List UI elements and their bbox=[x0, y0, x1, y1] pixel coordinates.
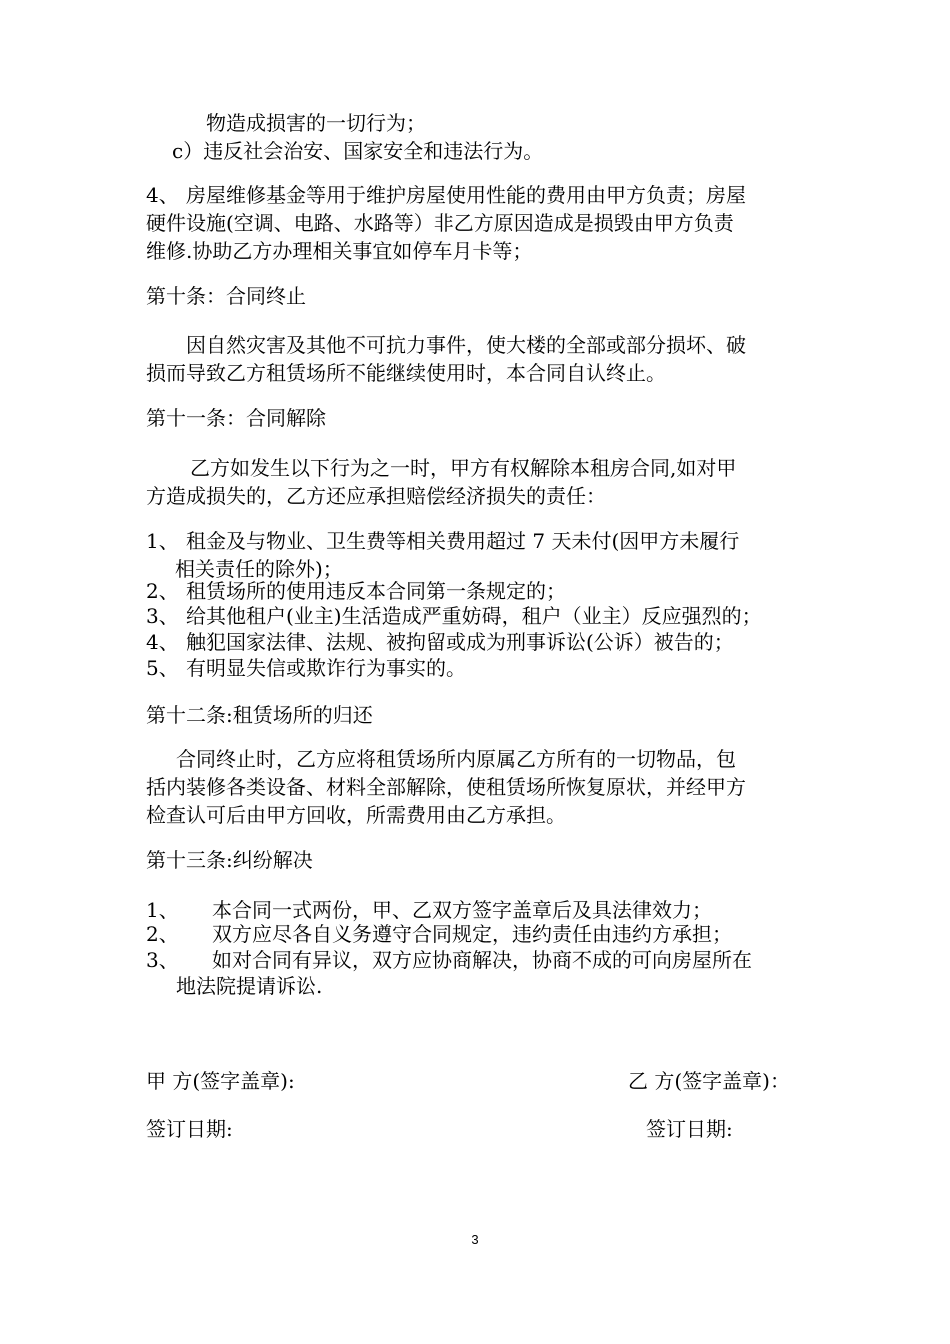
clause12-para-line3: 检查认可后由甲方回收，所需费用由乙方承担。 bbox=[146, 803, 566, 827]
page-number: 3 bbox=[471, 1232, 479, 1247]
clause11-title: 第十一条：合同解除 bbox=[146, 406, 326, 430]
party-b-signature-label: 乙 方(签字盖章)： bbox=[628, 1069, 790, 1093]
item-number: 3、 bbox=[146, 604, 179, 628]
clause12-title: 第十二条:租赁场所的归还 bbox=[146, 703, 373, 727]
item-number: 3、 bbox=[146, 948, 179, 972]
list-item: 2、 租赁场所的使用违反本合同第一条规定的； bbox=[146, 579, 566, 603]
list-item-continuation: 相关责任的除外)； bbox=[175, 557, 343, 581]
clause12-para-line2: 括内装修各类设备、材料全部解除，使租赁场所恢复原状，并经甲方 bbox=[146, 775, 746, 799]
party-a-signature-label: 甲 方(签字盖章): bbox=[146, 1069, 295, 1093]
clause11-para-line1: 乙方如发生以下行为之一时，甲方有权解除本租房合同,如对甲 bbox=[190, 456, 737, 480]
clause13-title: 第十三条:纠纷解决 bbox=[146, 848, 313, 872]
list-item: 1、 租金及与物业、卫生费等相关费用超过 7 天未付(因甲方未履行 bbox=[146, 529, 740, 553]
clause11-para-line2: 方造成损失的，乙方还应承担赔偿经济损失的责任： bbox=[146, 484, 606, 508]
clause10-title: 第十条：合同终止 bbox=[146, 284, 306, 308]
list-item: 2、 双方应尽各自义务遵守合同规定，违约责任由违约方承担； bbox=[146, 922, 732, 946]
list-item: 3、 如对合同有异议，双方应协商解决，协商不成的可向房屋所在 bbox=[146, 948, 752, 972]
clause9-item-c: c）违反社会治安、国家安全和违法行为。 bbox=[172, 139, 544, 163]
list-item-continuation: 地法院提请诉讼. bbox=[176, 974, 323, 998]
item-number: 4、 bbox=[146, 630, 179, 654]
clause9-item4-line3: 维修.协助乙方办理相关事宜如停车月卡等； bbox=[146, 239, 533, 263]
party-a-date-label: 签订日期: bbox=[146, 1117, 233, 1141]
clause10-para-line1: 因自然灾害及其他不可抗力事件，使大楼的全部或部分损坏、破 bbox=[186, 333, 746, 357]
clause9-b-continuation: 物造成损害的一切行为； bbox=[206, 111, 426, 135]
list-item: 3、 给其他租户(业主)生活造成严重妨碍，租户（业主）反应强烈的； bbox=[146, 604, 762, 628]
clause9-item4-line1: 4、 房屋维修基金等用于维护房屋使用性能的费用由甲方负责；房屋 bbox=[146, 183, 746, 207]
clause10-para-line2: 损而导致乙方租赁场所不能继续使用时，本合同自认终止。 bbox=[146, 361, 666, 385]
list-item: 5、 有明显失信或欺诈行为事实的。 bbox=[146, 656, 466, 680]
clause9-item4-line2: 硬件设施(空调、电路、水路等）非乙方原因造成是损毁由甲方负责 bbox=[146, 211, 734, 235]
list-item: 1、 本合同一式两份，甲、乙双方签字盖章后及具法律效力； bbox=[146, 898, 712, 922]
item-number: 4、 bbox=[146, 183, 179, 207]
item-number: 1、 bbox=[146, 898, 179, 922]
item-number: 1、 bbox=[146, 529, 179, 553]
item-number: 2、 bbox=[146, 579, 179, 603]
clause12-para-line1: 合同终止时，乙方应将租赁场所内原属乙方所有的一切物品，包 bbox=[176, 747, 736, 771]
item-number: 5、 bbox=[146, 656, 179, 680]
item-number: 2、 bbox=[146, 922, 179, 946]
party-b-date-label: 签订日期: bbox=[646, 1117, 733, 1141]
list-item: 4、 触犯国家法律、法规、被拘留或成为刑事诉讼(公诉）被告的； bbox=[146, 630, 734, 654]
